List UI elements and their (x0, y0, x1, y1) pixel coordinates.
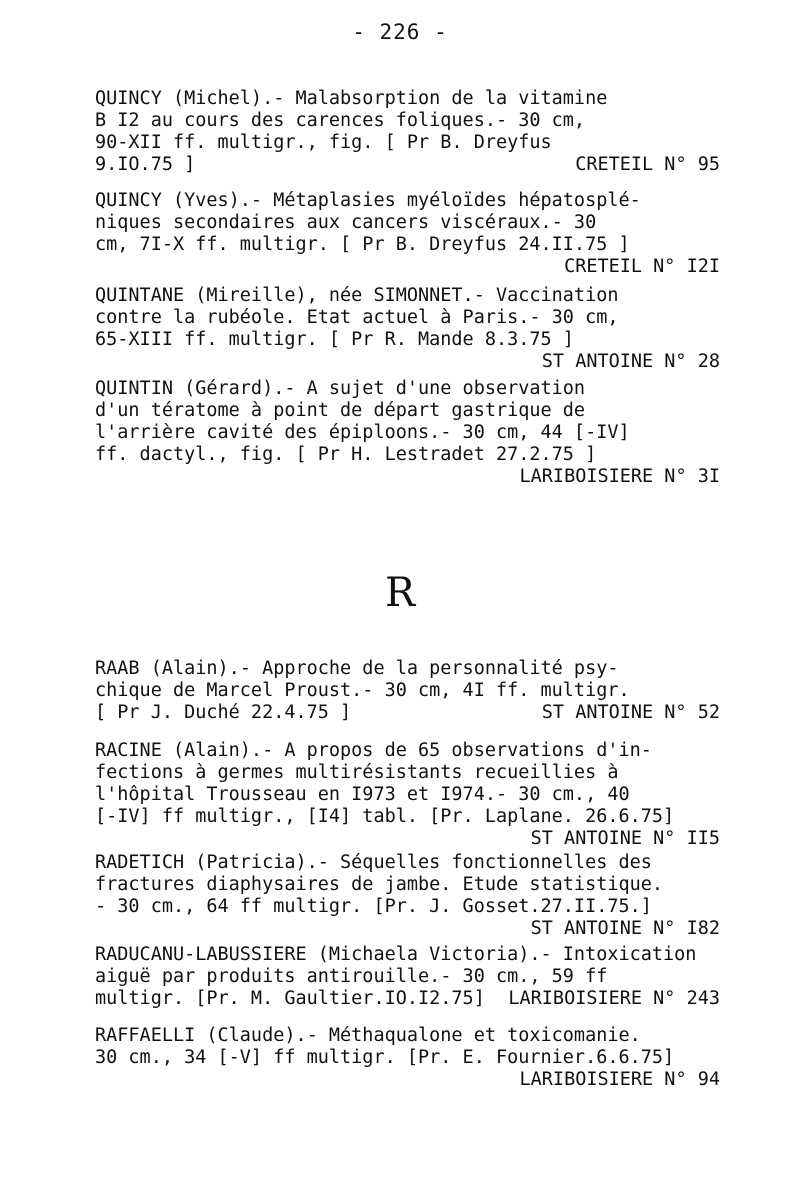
entry-location: LARIBOISIERE N° 3I (519, 466, 720, 487)
entry-quintin (95, 378, 720, 488)
entry-line: chique de Marcel Proust.- 30 cm, 4I ff. multigr. (95, 680, 630, 701)
entry-line: 30 cm., 34 [-V] ff multigr. [Pr. E. Fournier.6.6.75] (95, 1047, 675, 1068)
entry-line: cm, 7I-X ff. multigr. [ Pr B. Dreyfus 24.II.75 ] (95, 234, 630, 255)
entry-line-text: 9.IO.75 ] (95, 154, 196, 175)
entry-line: B I2 au cours des carences foliques.- 30 cm, (95, 110, 586, 131)
entry-location: ST ANTOINE N° II5 (530, 828, 720, 849)
entry-location: CRETEIL N° I2I (564, 256, 720, 277)
entry-racine (95, 740, 720, 850)
entry-quintane (95, 285, 720, 373)
entry-line (95, 988, 720, 1010)
entry-line: RADETICH (Patricia).- Séquelles fonctionnelles des (95, 852, 652, 873)
entry-line: QUINTIN (Gérard).- A sujet d'une observation (95, 378, 586, 399)
entry-quincy-yves (95, 190, 720, 278)
entry-line (95, 702, 720, 724)
entry-location: LARIBOISIERE N° 94 (519, 1069, 720, 1090)
entry-line: QUINTANE (Mireille), née SIMONNET.- Vaccination (95, 285, 619, 306)
entry-raab (95, 658, 720, 724)
entry-line: l'arrière cavité des épiploons.- 30 cm, 44 [-IV] (95, 422, 630, 443)
entry-line: QUINCY (Michel).- Malabsorption de la vitamine (95, 88, 608, 109)
entry-line: RAFFAELLI (Claude).- Méthaqualone et toxicomanie. (95, 1025, 641, 1046)
entry-location: ST ANTOINE N° I82 (530, 918, 720, 939)
entry-line: ff. dactyl., fig. [ Pr H. Lestradet 27.2.75 ] (95, 444, 597, 465)
entry-line-text: multigr. [Pr. M. Gaultier.IO.I2.75] (95, 988, 485, 1009)
entry-line: RACINE (Alain).- A propos de 65 observations d'in- (95, 740, 652, 761)
entry-location: ST ANTOINE N° 52 (541, 702, 720, 723)
entry-line: QUINCY (Yves).- Métaplasies myéloïdes hépatosplé- (95, 190, 641, 211)
entry-line (95, 154, 720, 176)
entry-location: LARIBOISIERE N° 243 (508, 988, 720, 1009)
section-letter: R (384, 570, 416, 616)
page-number: - 226 - (352, 20, 448, 44)
entry-line: contre la rubéole. Etat actuel à Paris.- 30 cm, (95, 307, 619, 328)
entry-line: fections à germes multirésistants recueillies à (95, 762, 619, 783)
entry-line: d'un tératome à point de départ gastrique de (95, 400, 586, 421)
entry-radetich (95, 852, 720, 940)
entry-line: [-IV] ff multigr., [I4] tabl. [Pr. Laplane. 26.6.75] (95, 806, 675, 827)
entry-location: ST ANTOINE N° 28 (541, 351, 720, 372)
entry-raducanu-labussiere (95, 944, 720, 1010)
entry-line: RAAB (Alain).- Approche de la personnalité psy- (95, 658, 619, 679)
entry-line: fractures diaphysaires de jambe. Etude statistique. (95, 874, 664, 895)
entry-line: l'hôpital Trousseau en I973 et I974.- 30 cm., 40 (95, 784, 630, 805)
entry-line: RADUCANU-LABUSSIERE (Michaela Victoria).- Intoxication (95, 944, 697, 965)
entry-line: 65-XIII ff. multigr. [ Pr R. Mande 8.3.75 ] (95, 329, 574, 350)
entry-line-text: [ Pr J. Duché 22.4.75 ] (95, 702, 352, 723)
entry-location: CRETEIL N° 95 (575, 154, 720, 175)
entry-line: aiguë par produits antirouille.- 30 cm., 59 ff (95, 966, 608, 987)
entry-line: - 30 cm., 64 ff multigr. [Pr. J. Gosset.27.II.75.] (95, 896, 652, 917)
entry-line: niques secondaires aux cancers viscéraux.- 30 (95, 212, 597, 233)
entry-raffaelli (95, 1025, 720, 1091)
entry-line: 90-XII ff. multigr., fig. [ Pr B. Dreyfus (95, 132, 552, 153)
entry-quincy-michel (95, 88, 720, 176)
